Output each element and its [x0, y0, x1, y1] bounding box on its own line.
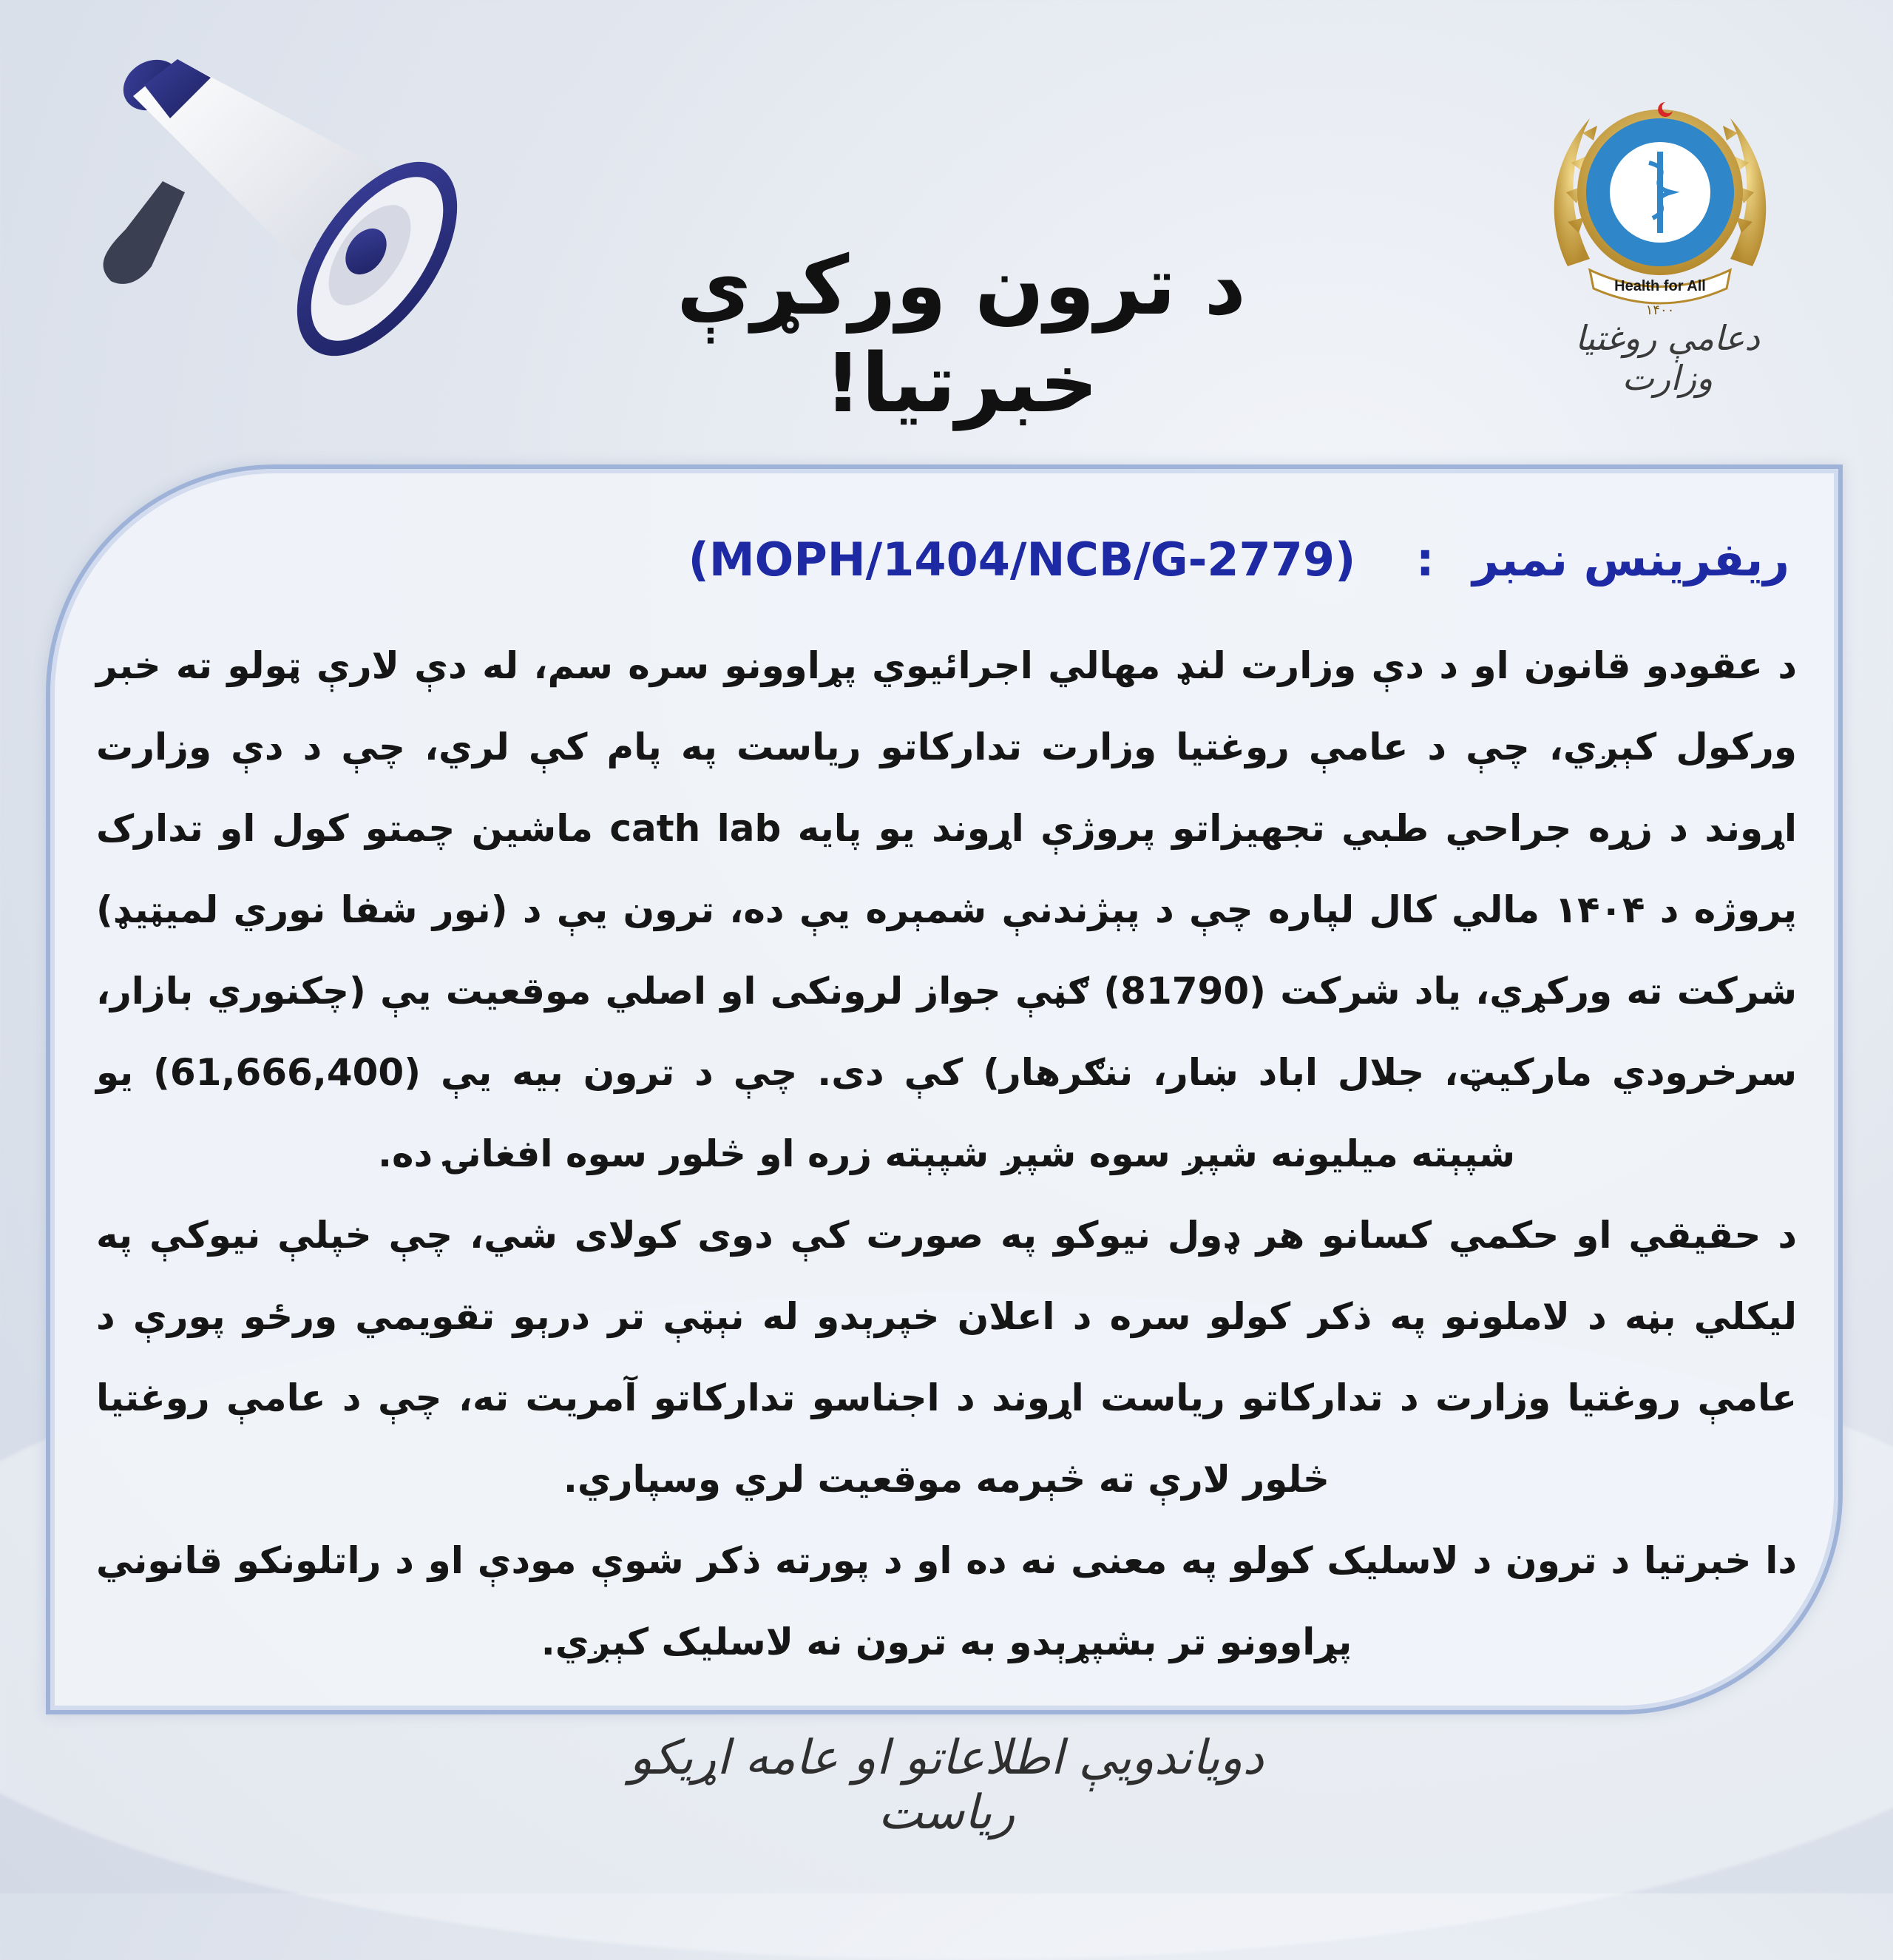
- footer-calligraphy-signature: دویاندویې اطلاعاتو او عامه اړیکو ریاست: [629, 1731, 1264, 1840]
- announcement-body: [96, 625, 1797, 1683]
- reference-separator: :: [1415, 533, 1435, 587]
- ministry-calligraphy-signature: دعامې روغتیا وزارت: [1575, 318, 1760, 398]
- emblem-year: ۱۴۰۰: [1645, 303, 1675, 318]
- megaphone-icon: [74, 44, 458, 385]
- paragraph-disclaimer: دا خبرتیا د ترون د لاسلیک کولو په معنی نه ده او د پورته ذکر شوې مودې او د راتلونکو قانوني پړاوونو تر بشپړېدو به ترون نه لاسلیک کېږي.: [96, 1539, 1797, 1663]
- reference-label: ریفرینس نمبر: [1472, 533, 1789, 587]
- reference-number-line: [163, 533, 1789, 587]
- emblem-motto-english: Health for All: [1614, 278, 1706, 294]
- reference-value: (MOPH/1404/NCB/G-2779): [688, 533, 1356, 587]
- paragraph-objections: د حقیقي او حکمي کسانو هر ډول نیوکو په صورت کې دوی کولای شي، چې خپلې نیوکې په لیکلي بڼه د لاملونو په ذکر کولو سره د اعلان خپرېدو له نېټې تر درېو تقویمي ورځو پورې د عامې روغتیا وزارت د تدارکاتو ریاست اړوند د اجناسو تدارکاتو آمریت ته، چې د عامې روغتیا څلور لارې ته څېرمه موقعیت لري وسپاري.: [96, 1214, 1797, 1501]
- ministry-emblem-logo: [1538, 81, 1782, 325]
- paragraph-award-details: د عقودو قانون او د دې وزارت لنډ مهالي اجرائیوي پړاوونو سره سم، له دې لارې ټولو ته خبر ورکول کېږي، چې د عامې روغتیا وزارت تدارکاتو ریاست په پام کې لري، چې د دې وزارت اړوند د زړه جراحي طبي تجهیزاتو پروژې اړوند یو پایه cath lab ماشین چمتو کول او تدارک پروژه د ۱۴۰۴ مالي کال لپاره چې د پېژندنې شمېره یې ده، ترون یې د (نور شفا نوري لمیټیډ) شرکت ته ورکړي، یاد شرکت (81790) ګڼې جواز لرونکی او اصلي موقعیت یې (چکنوري بازار، سرخرودي مارکیټ، جلال اباد ښار، ننګرهار) کې دی. چې د ترون بیه یې (61,666,400) یو شپېته میلیونه شپږ سوه شپږ شپېته زره او څلور سوه افغانۍ ده.: [96, 644, 1797, 1175]
- page-title: د ترون ورکړې خبرتیا!: [677, 238, 1246, 430]
